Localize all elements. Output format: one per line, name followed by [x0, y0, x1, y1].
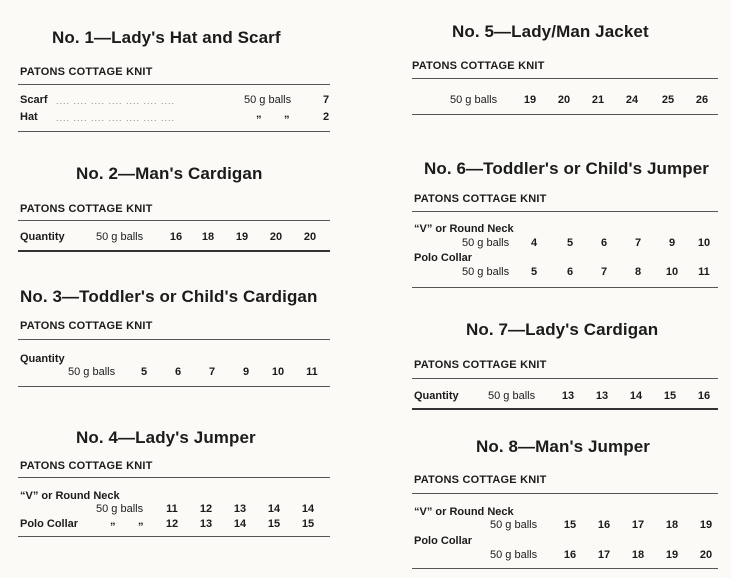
- pattern-6-row-1-label: “V” or Round Neck: [414, 223, 514, 235]
- pattern-5-rule-top: [412, 78, 718, 79]
- pattern-5-value: 20: [557, 94, 571, 106]
- pattern-2-rule-top: [18, 220, 330, 221]
- pattern-5-value: 19: [523, 94, 537, 106]
- pattern-2-quantity-label: Quantity: [20, 231, 65, 243]
- pattern-7-value: 13: [595, 390, 609, 402]
- pattern-2-rule-bottom: [18, 250, 330, 252]
- pattern-5-value: 21: [591, 94, 605, 106]
- pattern-6-row-1-value: 9: [668, 237, 676, 249]
- pattern-7-quantity-label: Quantity: [414, 390, 459, 402]
- pattern-7-title: No. 7—Lady's Cardigan: [466, 320, 659, 339]
- pattern-6-row-2-value: 6: [566, 266, 574, 278]
- pattern-4-row-2-value: 12: [165, 518, 179, 530]
- pattern-3-value: 9: [242, 366, 250, 378]
- pattern-4-row-1-label: “V” or Round Neck: [20, 490, 120, 502]
- pattern-4-row-1-unit: 50 g balls: [96, 503, 144, 515]
- pattern-8-row-2-value: 16: [563, 549, 577, 561]
- pattern-1-subtitle: PATONS COTTAGE KNIT: [20, 66, 153, 78]
- pattern-1-rule-top: [18, 84, 330, 85]
- pattern-7-unit: 50 g balls: [488, 390, 536, 402]
- pattern-4-row-2-ditto-1: „: [110, 515, 116, 527]
- pattern-8-row-2-value: 18: [631, 549, 645, 561]
- pattern-6-row-1-value: 10: [697, 237, 711, 249]
- pattern-8-row-1-value: 15: [563, 519, 577, 531]
- pattern-5-title: No. 5—Lady/Man Jacket: [452, 22, 649, 41]
- pattern-6-row-2-value: 11: [698, 266, 710, 278]
- pattern-2-value: 16: [169, 231, 183, 243]
- pattern-8-subtitle: PATONS COTTAGE KNIT: [414, 474, 547, 486]
- pattern-4-row-2-label: Polo Collar: [20, 518, 79, 530]
- pattern-2-title: No. 2—Man's Cardigan: [76, 164, 263, 183]
- pattern-4-row-2-value: 13: [199, 518, 213, 530]
- pattern-4-row-1-value: 14: [301, 503, 315, 515]
- pattern-1-hat-ditto-1: „: [256, 108, 262, 120]
- pattern-8-row-1-value: 16: [597, 519, 611, 531]
- pattern-6-row-2-value: 10: [665, 266, 679, 278]
- pattern-5-value: 24: [625, 94, 639, 106]
- pattern-4-rule-bottom: [18, 536, 330, 537]
- pattern-6-row-2-value: 8: [634, 266, 642, 278]
- pattern-7-value: 16: [697, 390, 711, 402]
- pattern-5-value: 25: [661, 94, 675, 106]
- pattern-4-rule-top: [18, 477, 330, 478]
- pattern-4-title: No. 4—Lady's Jumper: [76, 428, 256, 447]
- pattern-8-row-1-value: 18: [665, 519, 679, 531]
- pattern-8-title: No. 8—Man's Jumper: [476, 437, 650, 456]
- pattern-2-value: 18: [201, 231, 215, 243]
- pattern-8-row-2-unit: 50 g balls: [490, 549, 538, 561]
- pattern-2-value: 20: [269, 231, 283, 243]
- pattern-4-row-1-value: 12: [199, 503, 213, 515]
- pattern-7-value: 14: [629, 390, 643, 402]
- pattern-7-value: 15: [663, 390, 677, 402]
- pattern-6-row-1-unit: 50 g balls: [462, 237, 510, 249]
- pattern-6-row-1-value: 6: [600, 237, 608, 249]
- pattern-8-row-1-value: 19: [699, 519, 713, 531]
- pattern-3-unit: 50 g balls: [68, 366, 116, 378]
- pattern-7-subtitle: PATONS COTTAGE KNIT: [414, 359, 547, 371]
- pattern-3-rule-bottom: [18, 386, 330, 387]
- pattern-5-subtitle: PATONS COTTAGE KNIT: [412, 60, 545, 72]
- pattern-1-scarf-dots: .... .... .... .... .... .... ....: [56, 96, 176, 106]
- pattern-6-title: No. 6—Toddler's or Child's Jumper: [424, 159, 709, 178]
- pattern-8-row-2-value: 20: [699, 549, 713, 561]
- pattern-7-rule-bottom: [412, 408, 718, 410]
- pattern-1-scarf-unit: 50 g balls: [244, 94, 292, 106]
- pattern-6-row-1-value: 7: [634, 237, 642, 249]
- pattern-3-quantity-label: Quantity: [20, 353, 65, 365]
- pattern-1-hat-ditto-2: „: [284, 108, 290, 120]
- pattern-1-hat-label: Hat: [20, 111, 38, 123]
- pattern-6-row-2-unit: 50 g balls: [462, 266, 510, 278]
- pattern-3-value: 5: [140, 366, 148, 378]
- pattern-6-rule-bottom: [412, 287, 718, 288]
- pattern-2-unit: 50 g balls: [96, 231, 144, 243]
- pattern-5-unit: 50 g balls: [450, 94, 498, 106]
- pattern-1-scarf-value: 7: [322, 94, 330, 106]
- pattern-8-row-2-value: 17: [597, 549, 611, 561]
- pattern-3-value: 11: [306, 366, 318, 378]
- pattern-8-rule-bottom: [412, 568, 718, 569]
- pattern-4-row-1-value: 11: [166, 503, 178, 515]
- pattern-6-row-1-value: 4: [530, 237, 538, 249]
- pattern-4-row-2-value: 15: [301, 518, 315, 530]
- pattern-8-row-2-value: 19: [665, 549, 679, 561]
- pattern-1-hat-dots: .... .... .... .... .... .... ....: [56, 113, 176, 123]
- pattern-4-row-1-value: 14: [267, 503, 281, 515]
- pattern-1-scarf-label: Scarf: [20, 94, 48, 106]
- pattern-3-rule-top: [18, 339, 330, 340]
- pattern-7-rule-top: [412, 378, 718, 379]
- pattern-1-rule-bottom: [18, 131, 330, 132]
- pattern-8-row-2-label: Polo Collar: [414, 535, 473, 547]
- pattern-2-value: 20: [303, 231, 317, 243]
- pattern-3-value: 10: [271, 366, 285, 378]
- pattern-7-value: 13: [561, 390, 575, 402]
- pattern-4-row-2-value: 14: [233, 518, 247, 530]
- pattern-3-value: 7: [208, 366, 216, 378]
- pattern-8-row-1-unit: 50 g balls: [490, 519, 538, 531]
- pattern-4-row-2-value: 15: [267, 518, 281, 530]
- pattern-5-rule-bottom: [412, 114, 718, 115]
- pattern-5-value: 26: [695, 94, 709, 106]
- pattern-1-hat-value: 2: [322, 111, 330, 123]
- pattern-6-rule-top: [412, 211, 718, 212]
- pattern-6-row-2-value: 7: [600, 266, 608, 278]
- pattern-2-value: 19: [235, 231, 249, 243]
- pattern-8-row-1-label: “V” or Round Neck: [414, 506, 514, 518]
- pattern-3-subtitle: PATONS COTTAGE KNIT: [20, 320, 153, 332]
- pattern-6-subtitle: PATONS COTTAGE KNIT: [414, 193, 547, 205]
- pattern-6-row-1-value: 5: [566, 237, 574, 249]
- pattern-8-rule-top: [412, 493, 718, 494]
- pattern-1-title: No. 1—Lady's Hat and Scarf: [52, 28, 281, 47]
- pattern-4-row-1-value: 13: [233, 503, 247, 515]
- pattern-8-row-1-value: 17: [631, 519, 645, 531]
- pattern-4-subtitle: PATONS COTTAGE KNIT: [20, 460, 153, 472]
- pattern-6-row-2-label: Polo Collar: [414, 252, 473, 264]
- pattern-2-subtitle: PATONS COTTAGE KNIT: [20, 203, 153, 215]
- pattern-4-row-2-ditto-2: „: [138, 515, 144, 527]
- pattern-3-value: 6: [174, 366, 182, 378]
- pattern-3-title: No. 3—Toddler's or Child's Cardigan: [20, 287, 318, 306]
- pattern-6-row-2-value: 5: [530, 266, 538, 278]
